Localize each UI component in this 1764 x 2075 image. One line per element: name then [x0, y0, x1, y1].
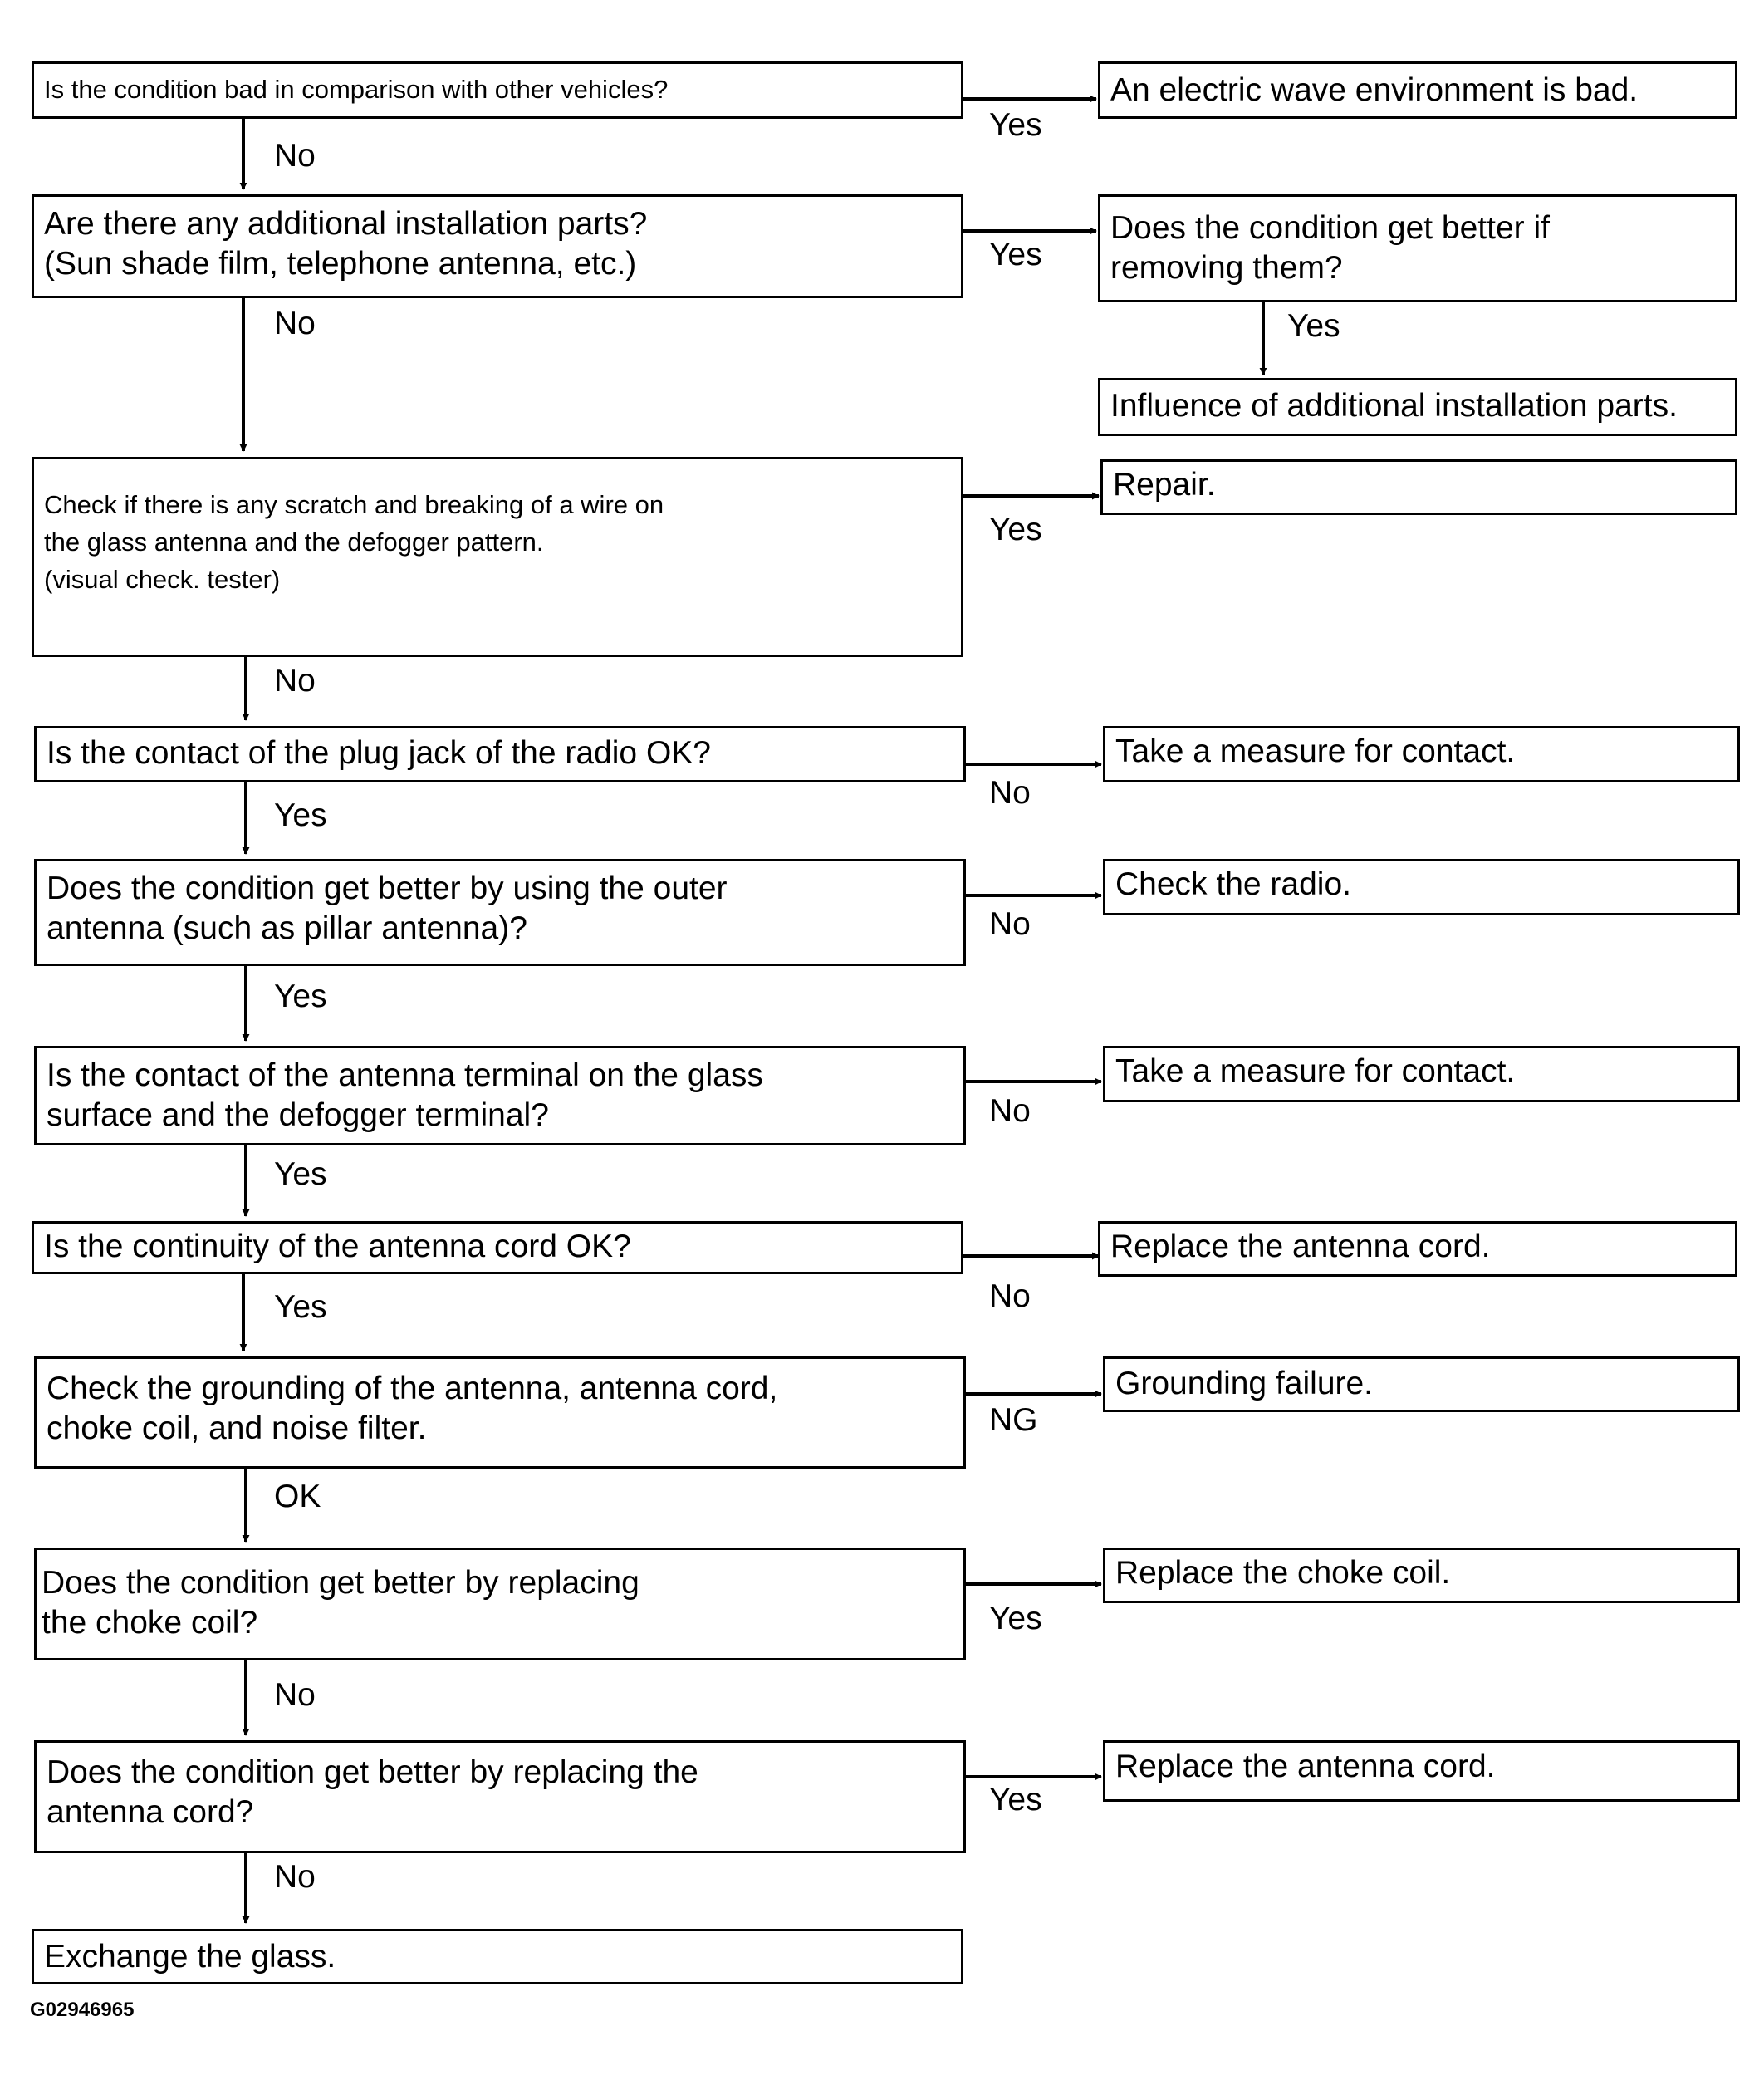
decision-box: Is the continuity of the antenna cord OK?	[32, 1221, 963, 1274]
result-box: Replace the choke coil.	[1103, 1548, 1740, 1603]
decision-box: Does the condition get better by using the outer antenna (such as pillar antenna)?	[34, 859, 966, 966]
figure-id: G02946965	[30, 1999, 135, 2021]
decision-box: Are there any additional installation parts? (Sun shade film, telephone antenna, etc.)	[32, 194, 963, 298]
result-box: An electric wave environment is bad.	[1098, 61, 1737, 119]
branch-label: No	[274, 138, 316, 174]
branch-label: No	[274, 663, 316, 699]
branch-label: Yes	[274, 797, 327, 833]
result-box: Check the radio.	[1103, 859, 1740, 915]
branch-label: Yes	[274, 1289, 327, 1325]
branch-label: No	[274, 1677, 316, 1713]
decision-box: Is the condition bad in comparison with other vehicles?	[32, 61, 963, 119]
branch-label: Yes	[989, 237, 1042, 272]
result-box: Grounding failure.	[1103, 1356, 1740, 1412]
decision-box: Does the condition get better by replacing the choke coil?	[34, 1548, 966, 1660]
branch-label: Yes	[989, 107, 1042, 143]
result-box: Take a measure for contact.	[1103, 1046, 1740, 1102]
result-box: Replace the antenna cord.	[1103, 1740, 1740, 1802]
branch-label: NG	[989, 1402, 1038, 1438]
decision-box: Does the condition get better by replacing the antenna cord?	[34, 1740, 966, 1853]
branch-label: No	[989, 1093, 1031, 1129]
result-box: Does the condition get better if removing them?	[1098, 194, 1737, 302]
branch-label: No	[274, 1859, 316, 1895]
decision-box: Check the grounding of the antenna, antenna cord, choke coil, and noise filter.	[34, 1356, 966, 1469]
branch-label: Yes	[989, 512, 1042, 547]
branch-label: No	[989, 1278, 1031, 1314]
result-box: Replace the antenna cord.	[1098, 1221, 1737, 1277]
branch-label: No	[989, 906, 1031, 942]
decision-box: Is the contact of the plug jack of the radio OK?	[34, 726, 966, 782]
final-box: Exchange the glass.	[32, 1929, 963, 1984]
branch-label: Yes	[274, 979, 327, 1014]
branch-label: Yes	[989, 1782, 1042, 1817]
branch-label: Yes	[1287, 308, 1340, 344]
branch-label: Yes	[274, 1156, 327, 1192]
result-box: Repair.	[1100, 459, 1737, 515]
branch-label: Yes	[989, 1601, 1042, 1636]
branch-label: OK	[274, 1479, 321, 1514]
branch-label: No	[989, 775, 1031, 811]
decision-box: Is the contact of the antenna terminal on the glass surface and the defogger terminal?	[34, 1046, 966, 1145]
result-box: Influence of additional installation parts.	[1098, 378, 1737, 436]
decision-box: Check if there is any scratch and breaking of a wire on the glass antenna and the defogger pattern. (visual check. tester)	[32, 457, 963, 657]
result-box: Take a measure for contact.	[1103, 726, 1740, 782]
branch-label: No	[274, 306, 316, 341]
